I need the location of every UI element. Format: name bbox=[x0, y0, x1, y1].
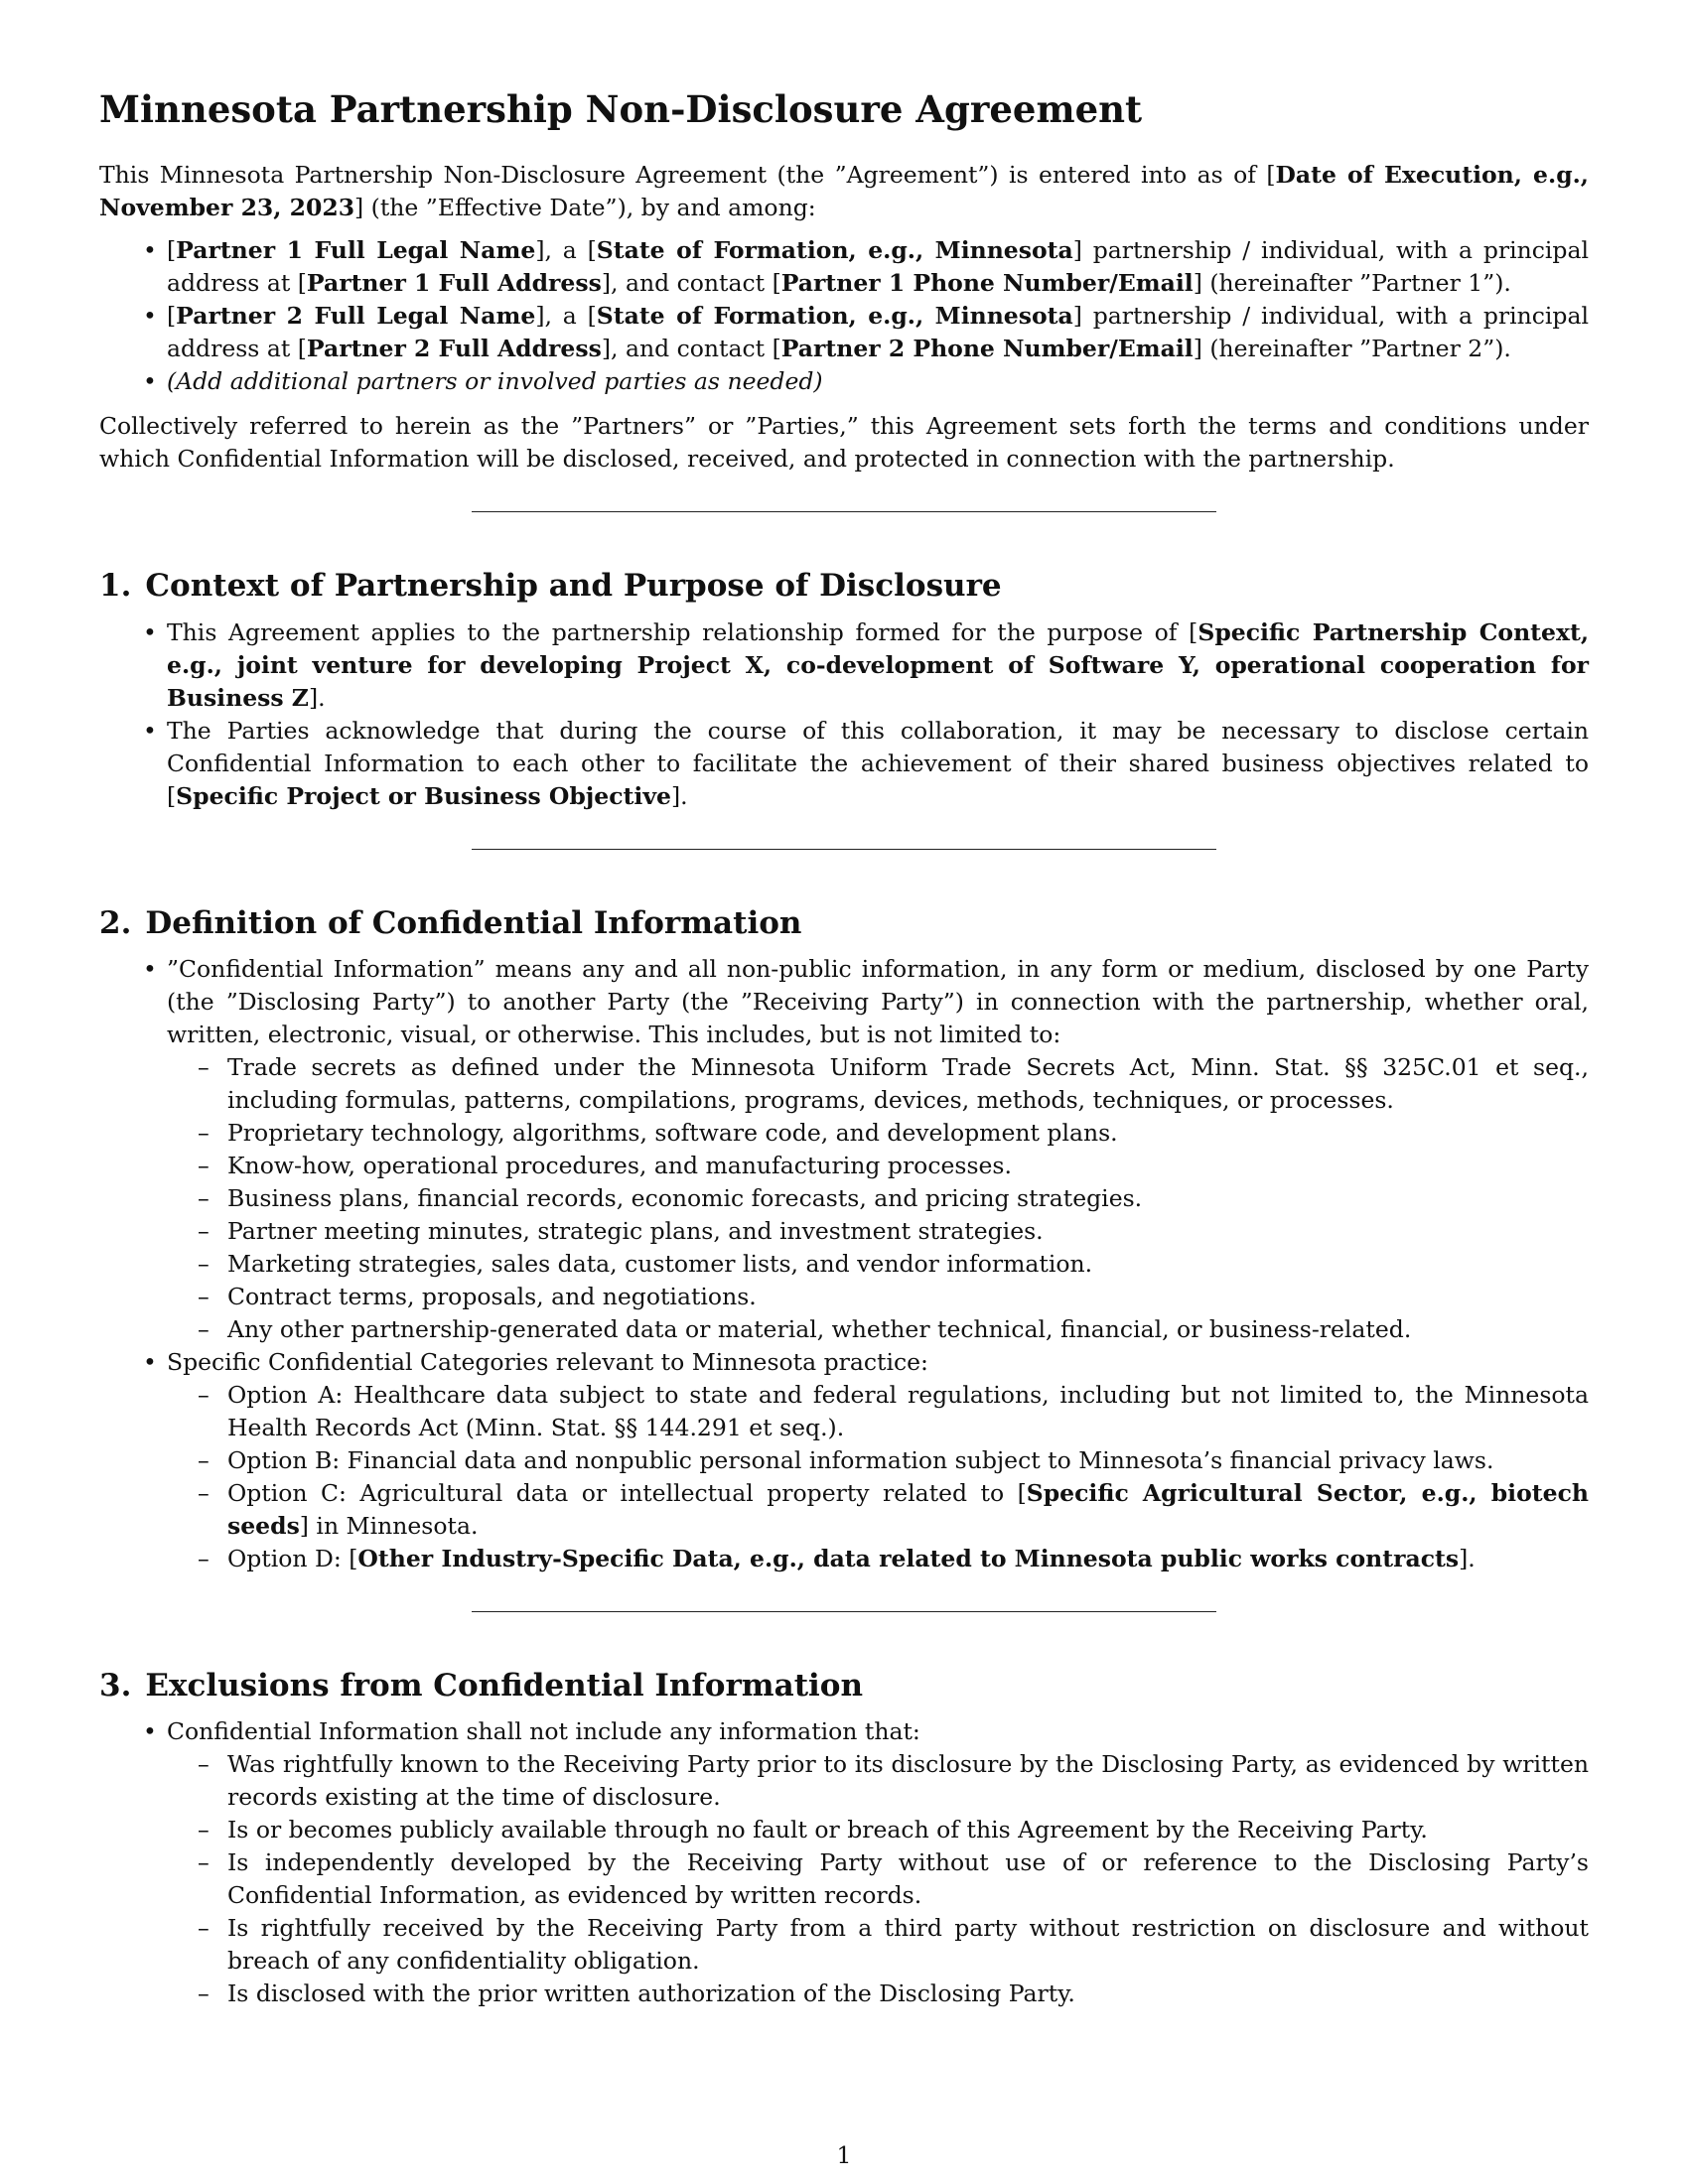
section-divider bbox=[472, 1611, 1216, 1612]
sub-list-item: – Option B: Financial data and nonpublic personal information subject to Minnesota’s financial privacy laws. bbox=[227, 1444, 1589, 1477]
list-item: • Confidential Information shall not include any information that: – Was rightfully known to the Receiving Party prior to its disclosure by the Disclosing Party, as evidenced by written records existing at the time of disclosure. – Is or becomes publicly available through no fault or breach of this Agreement by the Receiving Party. – Is independently developed by the Receiving Party without use of or reference to the Disclosing Party’s Confidential Information, as evidenced by written records. – Is rightfully received by the Receiving Party from a third party without restriction on disclosure and without breach of any confidentiality obligation. – Is disclosed with the prior written authorization of the Disclosing Party. bbox=[167, 1715, 1589, 2010]
execution-date-placeholder: Date of Execution, e.g., November 23, 2023 bbox=[99, 161, 1589, 222]
partner-item: • [Partner 1 Full Legal Name], a [State of Formation, e.g., Minnesota] partnership / individual, with a principal address at [Partner 1 Full Address], and contact [Partner 1 Phone Number/Email] (hereinafter ”Partner 1”). bbox=[167, 234, 1589, 300]
section-divider bbox=[472, 511, 1216, 512]
document-page bbox=[99, 87, 1589, 2022]
sub-list bbox=[167, 1379, 1589, 1575]
collective-paragraph: Collectively referred to herein as the ”Partners” or ”Parties,” this Agreement sets forth the terms and conditions under which Confidential Information will be disclosed, received, and protected in connection with the partnership. bbox=[99, 412, 1589, 474]
partnership-context-placeholder: Specific Partnership Context, e.g., joint venture for developing Project X, co-development of Software Y, operational cooperation for Business Z bbox=[167, 617, 1590, 712]
sub-list-item: – Option D: [Other Industry-Specific Data, e.g., data related to Minnesota public works contracts]. bbox=[227, 1543, 1589, 1575]
list-item: • Specific Confidential Categories relevant to Minnesota practice: – Option A: Healthcare data subject to state and federal regulations, including but not limited to, the Minnesota Health Records Act (Minn. Stat. §§ 144.291 et seq.). – Option B: Financial data and nonpublic personal information subject to Minnesota’s financial privacy laws. – Option C: Agricultural data or intellectual property related to [Specific Agricultural Sector, e.g., biotech seeds] in Minnesota. – Option D: [Other Industry-Specific Data, e.g., data related to Minnesota public works contracts]. bbox=[167, 1346, 1589, 1575]
sub-list-item: – Any other partnership-generated data or material, whether technical, financial, or business-related. bbox=[227, 1313, 1589, 1346]
partner-contact-placeholder: Partner 2 Phone Number/Email bbox=[780, 335, 1194, 363]
sub-list-item: – Is rightfully received by the Receiving Party from a third party without restriction on disclosure and without breach of any confidentiality obligation. bbox=[227, 1912, 1589, 1978]
section-heading: 3. Exclusions from Confidential Information bbox=[99, 1667, 864, 1704]
sub-list-item: – Know-how, operational procedures, and manufacturing processes. bbox=[227, 1150, 1589, 1182]
document-title: Minnesota Partnership Non-Disclosure Agreement bbox=[99, 87, 1143, 131]
sub-list bbox=[167, 1748, 1589, 2010]
partner-address-placeholder: Partner 1 Full Address bbox=[306, 269, 602, 298]
sub-list-item: – Marketing strategies, sales data, customer lists, and vendor information. bbox=[227, 1248, 1589, 1281]
section-heading: 2. Definition of Confidential Information bbox=[99, 904, 802, 941]
section-divider bbox=[472, 849, 1216, 850]
sub-list-item: – Is or becomes publicly available through no fault or breach of this Agreement by the Receiving Party. bbox=[227, 1814, 1589, 1846]
section-2-list bbox=[99, 953, 1589, 1575]
partner-note: • (Add additional partners or involved parties as needed) bbox=[167, 365, 1589, 398]
agricultural-sector-placeholder: Specific Agricultural Sector, e.g., biotech seeds bbox=[227, 1478, 1589, 1540]
partner-state-placeholder: State of Formation, e.g., Minnesota bbox=[596, 236, 1073, 265]
section-3-list bbox=[99, 1715, 1589, 2010]
sub-list-item: – Option C: Agricultural data or intellectual property related to [Specific Agricultural Sector, e.g., biotech seeds] in Minnesota. bbox=[227, 1477, 1589, 1543]
partner-list bbox=[99, 234, 1589, 398]
sub-list-item: – Contract terms, proposals, and negotiations. bbox=[227, 1281, 1589, 1313]
page-number: 1 bbox=[836, 2141, 852, 2169]
sub-list-item: – Trade secrets as defined under the Minnesota Uniform Trade Secrets Act, Minn. Stat. §§ 325C.01 et seq., including formulas, patterns, compilations, programs, devices, methods, techniques, or processes. bbox=[227, 1051, 1589, 1117]
industry-data-placeholder: Other Industry-Specific Data, e.g., data related to Minnesota public works contracts bbox=[357, 1544, 1460, 1572]
sub-list-item: – Business plans, financial records, economic forecasts, and pricing strategies. bbox=[227, 1182, 1589, 1215]
partner-address-placeholder: Partner 2 Full Address bbox=[306, 335, 602, 363]
section-1-list bbox=[99, 616, 1589, 813]
sub-list-item: – Is independently developed by the Receiving Party without use of or reference to the Disclosing Party’s Confidential Information, as evidenced by written records. bbox=[227, 1846, 1589, 1912]
intro-text: This Minnesota Partnership Non-Disclosure Agreement (the ”Agreement”) is entered into as of [ bbox=[99, 161, 1276, 190]
list-item: • ”Confidential Information” means any and all non-public information, in any form or medium, disclosed by one Party (the ”Disclosing Party”) to another Party (the ”Receiving Party”) in connection with the partnership, whether oral, written, electronic, visual, or otherwise. This includes, but is not limited to: – Trade secrets as defined under the Minnesota Uniform Trade Secrets Act, Minn. Stat. §§ 325C.01 et seq., including formulas, patterns, compilations, programs, devices, methods, techniques, or processes. – Proprietary technology, algorithms, software code, and development plans. – Know-how, operational procedures, and manufacturing processes. – Business plans, financial records, economic forecasts, and pricing strategies. – Partner meeting minutes, strategic plans, and investment strategies. – Marketing strategies, sales data, customer lists, and vendor information. – Contract terms, proposals, and negotiations. – Any other partnership-generated data or material, whether technical, financial, or business-related. bbox=[167, 953, 1589, 1346]
sub-list-item: – Partner meeting minutes, strategic plans, and investment strategies. bbox=[227, 1215, 1589, 1248]
sub-list-item: – Is disclosed with the prior written authorization of the Disclosing Party. bbox=[227, 1978, 1589, 2010]
sub-list-item: – Proprietary technology, algorithms, software code, and development plans. bbox=[227, 1117, 1589, 1150]
intro-text-end: ] (the ”Effective Date”), by and among: bbox=[354, 194, 816, 222]
sub-list-item: – Option A: Healthcare data subject to state and federal regulations, including but not limited to, the Minnesota Health Records Act (Minn. Stat. §§ 144.291 et seq.). bbox=[227, 1379, 1589, 1444]
list-item: • This Agreement applies to the partnership relationship formed for the purpose of [Specific Partnership Context, e.g., joint venture for developing Project X, co-development of Software Y, operational cooperation for Business Z]. bbox=[167, 616, 1589, 715]
partner-contact-placeholder: Partner 1 Phone Number/Email bbox=[780, 269, 1194, 298]
sub-list bbox=[167, 1051, 1589, 1346]
intro-paragraph bbox=[99, 159, 1589, 224]
list-item: • The Parties acknowledge that during the course of this collaboration, it may be necessary to disclose certain Confidential Information to each other to facilitate the achievement of their shared business objectives related to [Specific Project or Business Objective]. bbox=[167, 715, 1589, 813]
partner-item: • [Partner 2 Full Legal Name], a [State of Formation, e.g., Minnesota] partnership / individual, with a principal address at [Partner 2 Full Address], and contact [Partner 2 Phone Number/Email] (hereinafter ”Partner 2”). bbox=[167, 300, 1589, 365]
business-objective-placeholder: Specific Project or Business Objective bbox=[176, 781, 671, 810]
partner-name-placeholder: Partner 2 Full Legal Name bbox=[176, 302, 536, 331]
partner-name-placeholder: Partner 1 Full Legal Name bbox=[176, 236, 536, 265]
sub-list-item: – Was rightfully known to the Receiving Party prior to its disclosure by the Disclosing Party, as evidenced by written records existing at the time of disclosure. bbox=[227, 1748, 1589, 1814]
section-heading: 1. Context of Partnership and Purpose of Disclosure bbox=[99, 568, 1002, 605]
partner-state-placeholder: State of Formation, e.g., Minnesota bbox=[596, 302, 1073, 331]
